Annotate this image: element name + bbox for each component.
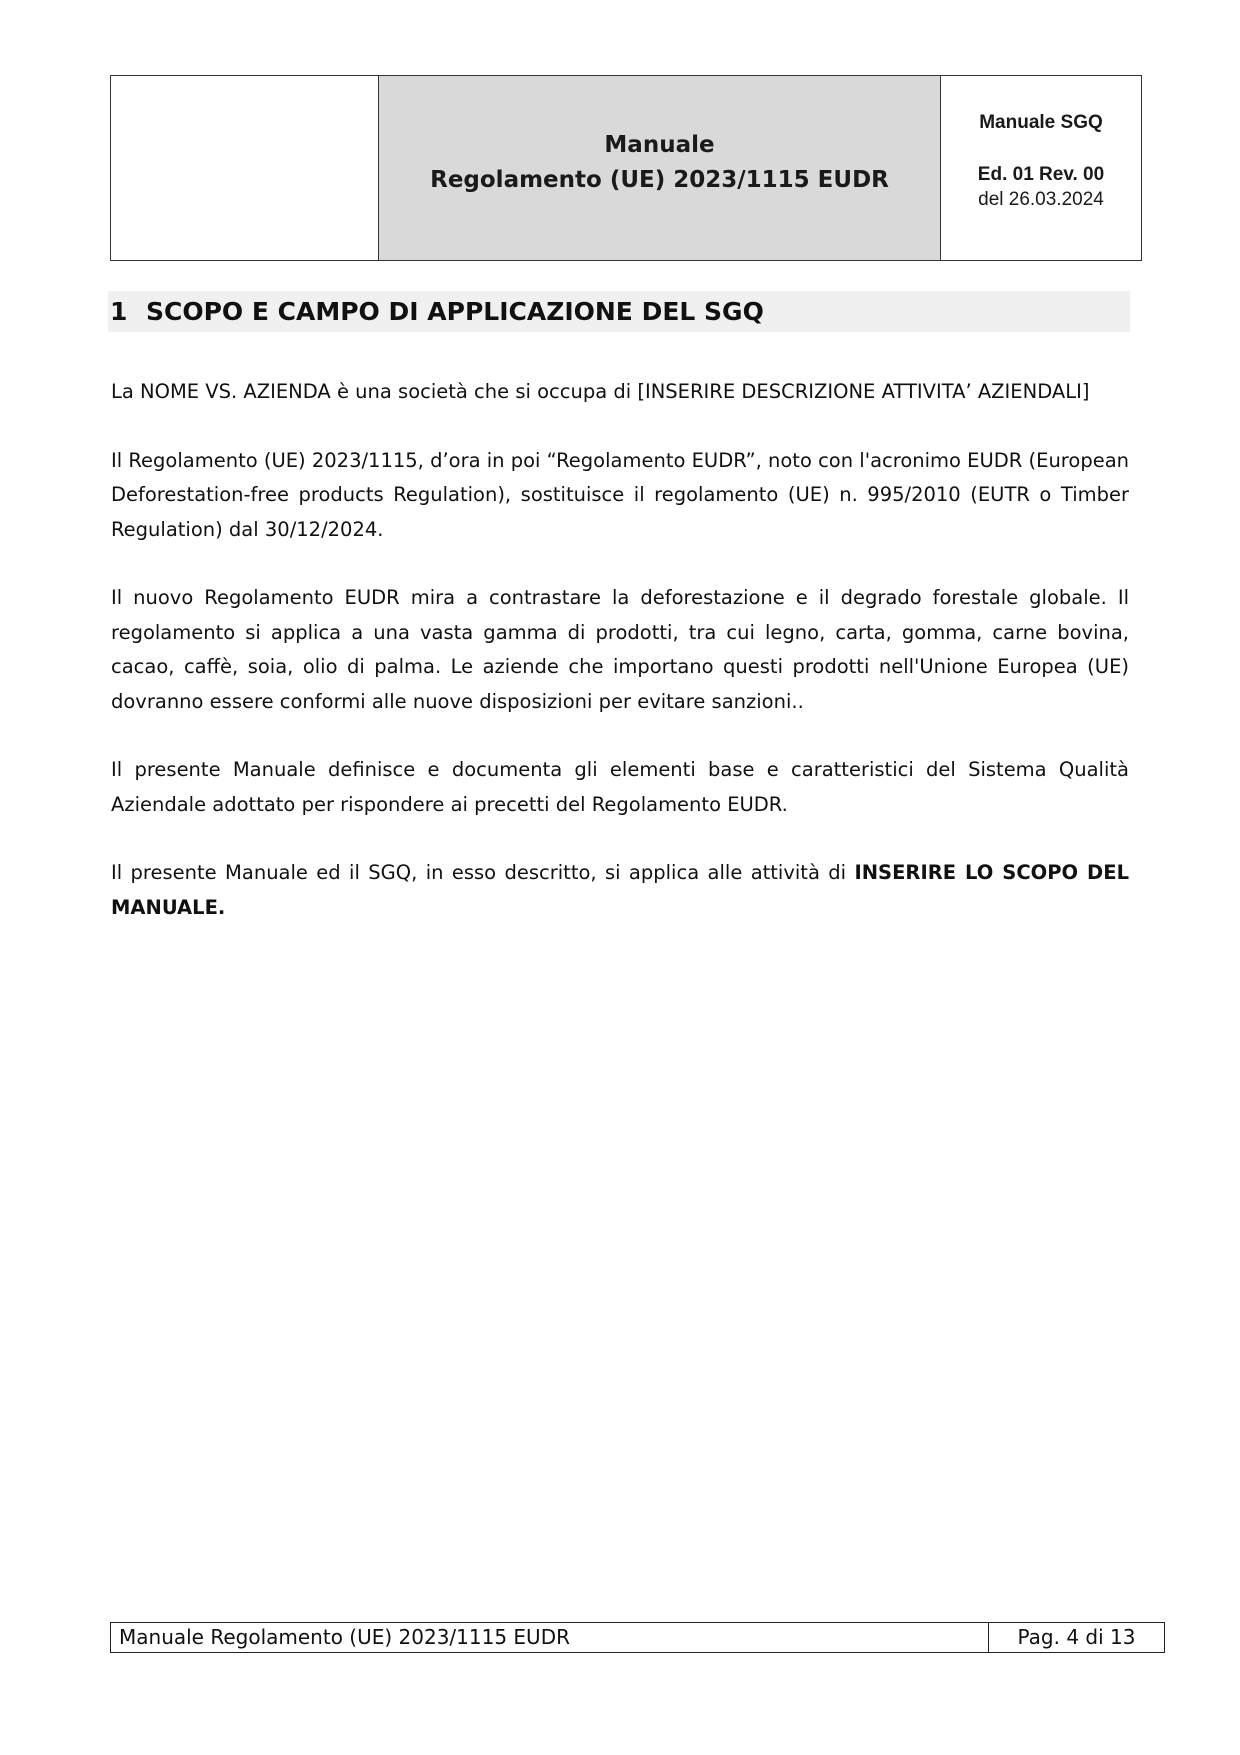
footer-doc-title: Manuale Regolamento (UE) 2023/1115 EUDR [111, 1623, 989, 1652]
header-title-cell [379, 76, 941, 260]
scope-paragraph [111, 856, 1129, 925]
paragraph: Il nuovo Regolamento EUDR mira a contrastare la deforestazione e il degrado forestale globale. Il regolamento si applica a una vasta gamma di prodotti, tra cui legno, carta, gomma, carne bovina, cacao, caffè, soia, olio di palma. Le aziende che importano questi prodotti nell'Unione Europea (UE) dovranno essere conformi alle nuove disposizioni per evitare sanzioni.. [111, 586, 1129, 713]
edition-revision: Ed. 01 Rev. 00 [977, 164, 1105, 185]
header-title-line2: Regolamento (UE) 2023/1115 EUDR [430, 167, 889, 193]
section-title: SCOPO E CAMPO DI APPLICAZIONE DEL SGQ [146, 297, 764, 326]
page-footer [110, 1622, 1165, 1653]
header-title-line1: Manuale [604, 132, 715, 158]
page-number: Pag. 4 di 13 [1017, 1625, 1136, 1649]
section-body [111, 375, 1129, 959]
section-number: 1 [110, 297, 128, 326]
scope-placeholder: INSERIRE LO SCOPO DEL MANUALE. [111, 861, 1129, 919]
paragraph: Il Regolamento (UE) 2023/1115, d’ora in poi “Regolamento EUDR”, noto con l'acronimo EUDR (European Deforestation-free products Regulation), sostituisce il regolamento (UE) n. 995/2010 (EUTR o Timber Regulation) dal 30/12/2024. [111, 448, 1130, 541]
revision-date: del 26.03.2024 [978, 189, 1104, 210]
document-header [110, 75, 1142, 261]
scope-text: Il presente Manuale ed il SGQ, in esso descritto, si applica alle attività di [111, 861, 847, 884]
doc-code: Manuale SGQ [979, 112, 1103, 133]
paragraph: Il presente Manuale definisce e documenta gli elementi base e caratteristici del Sistema Qualità Aziendale adottato per rispondere ai precetti del Regolamento EUDR. [111, 758, 1129, 816]
section-heading [108, 291, 1130, 332]
paragraph: La NOME VS. AZIENDA è una società che si occupa di [INSERIRE DESCRIZIONE ATTIVITA’ AZIENDALI] [111, 380, 1090, 403]
header-meta-cell [941, 76, 1141, 260]
logo-cell [111, 76, 379, 260]
